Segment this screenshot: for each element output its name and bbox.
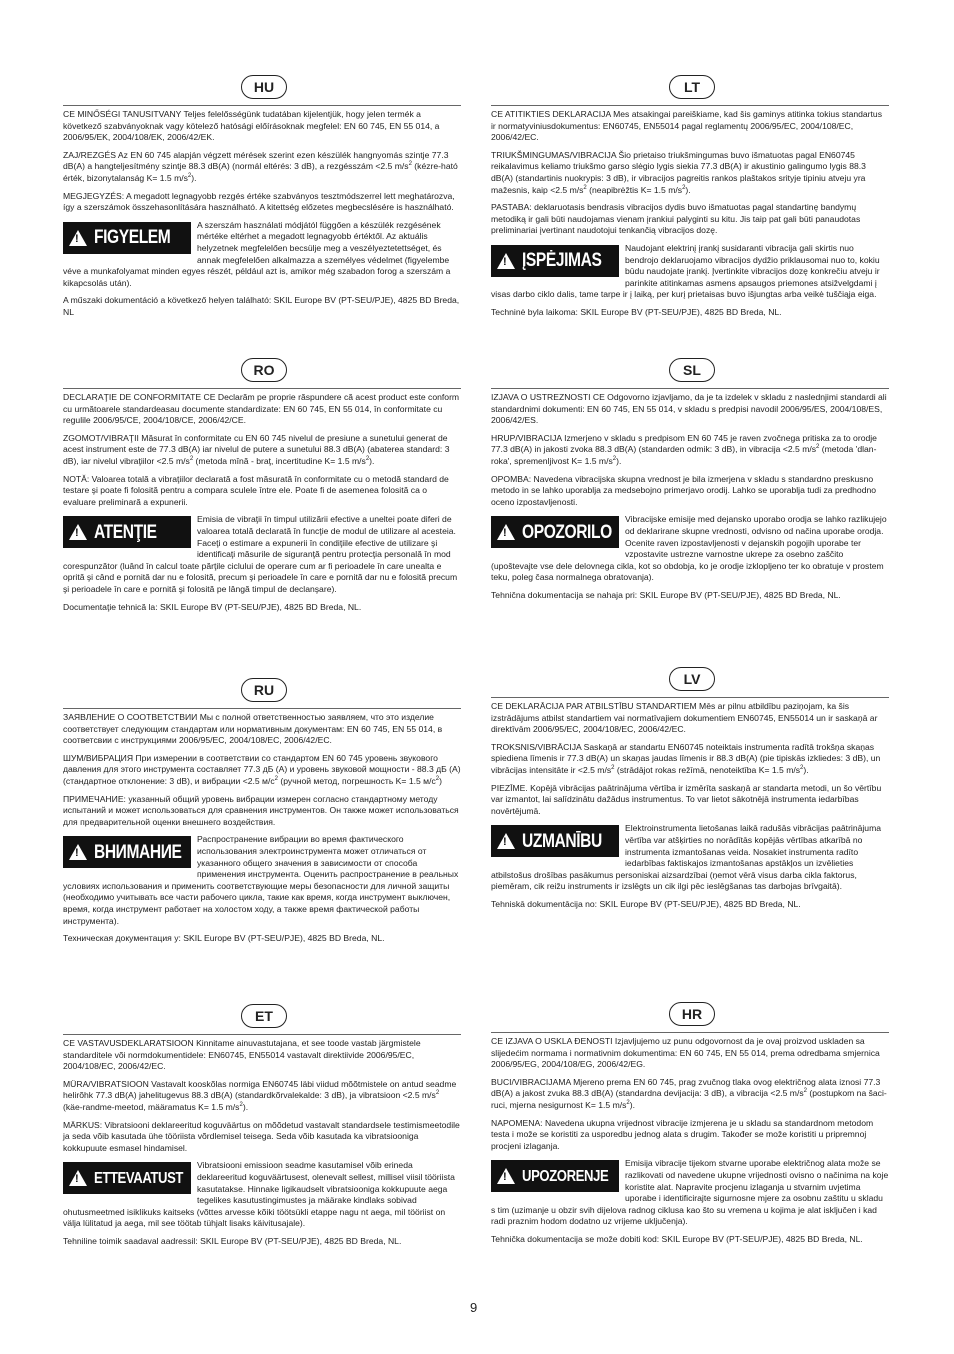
warning-text: Распространение вибрации во время фактического использования электроинструмента может отличаться от указанного общего значения в зависимости от способа применения инструмента. Оценить распространение в реальных условиях использования и применить соответствующие меры безопасности для личной защиты (необходимо учитывать все части рабочего цикла, такие как время, когда инструмент выключен, время, когда инструмент работает на холостом ходу, а также время фактической работы инструмента). <box>63 834 459 926</box>
language-badge: ET <box>241 1004 287 1028</box>
paragraph: IZJAVA O USTREZNOSTI CE Odgovorno izjavljamo, da je ta izdelek v skladu z naslednjimi standardi ali standardnimi dokumenti: EN 60 745, EN 55 014, v skladu s predpisi navodil 2006/95/ES, 2004/108/ES, 2006/42/ES. <box>491 392 887 426</box>
language-badge: RU <box>241 678 287 702</box>
language-badge: HU <box>241 75 287 99</box>
section-divider <box>63 388 461 389</box>
paragraph: ЗАЯВЛЕНИЕ О СООТВЕТСТВИИ Мы с полной ответственностью заявляем, что это изделие соответствует следующим стандартам или нормативным документам: EN 60 745, EN 55 014, в соответсвии с инструкциями 2006/95/EC, 2004/108/EC, 2006/42/EC. <box>63 712 443 746</box>
warning-label: UZMANĪBU <box>522 830 602 852</box>
paragraph: CE VASTAVUSDEKLARATSIOON Kinnitame ainuvastutajana, et see toode vastab järgmistele standarditele või normdokumentidele: EN60745, EN55014 vastavalt direktiivide 2006/95/EC, 2004/108/EC, 2006/42/EC. <box>63 1038 421 1072</box>
paragraph: CE IZJAVA O USKLA ĐENOSTI Izjavljujemo uz punu odgovornost da je ovaj proizvod uskladen sa slijedećim normama i normativnim dokumentima: EN 60 745, EN 55 014, prema odredbama smjernica 2006/95/EG, 2004/108/EG, 2006/42/EG. <box>491 1036 880 1070</box>
section-text <box>491 1036 889 1252</box>
warning-label-box <box>491 825 619 857</box>
paragraph: CE MINŐSÉGI TANUSITVANY Teljes felelősségünk tudatában kijelentjük, hogy jelen termék a következő szabványoknak vagy kötelező hatósági előírásoknak megfelel: EN 60 745, EN 55 014, a 2006/95/EK, 2004/108/EK, 2006/42/EK. <box>63 109 440 143</box>
paragraph: ZAJ/REZGÉS Az EN 60 745 alapján végzett mérések szerint ezen készülék hangnyomás szintje 77.3 dB(A) a hangteljesítmény szintje 88.3 dB(A) (normál eltérés: 3 dB), a rezgésszám <2.5 $m/s^2$ (kézre-ható érték, bizonytalanság K= 1.5 $m/s^2$). <box>63 149 458 183</box>
warning-text: Naudojant elektrinį įrankį susidaranti vibracija gali skirtis nuo bendrojo deklaruojamo vibracijos dydžio priklausomai nuo to, kokiu būdu naudojate įrankį. Įvertinkite vibracijos dozę konkrečiu atveju ir parinkite atitinkamas asmens apsaugos priemones atsižvelgdami į visas darbo ciklo dalis, tame tarpe ir į laiką, per kurį prietaisas buvo išjungtas arba veikė tuščiąja eiga. <box>491 242 880 300</box>
section-divider <box>63 1034 461 1035</box>
warning-triangle-icon: ! <box>497 833 515 849</box>
paragraph: PASTABA: deklaruotasis bendrasis vibracijos dydis buvo išmatuotas pagal standartinę bandymų metodiką ir gali būti naudojamas vienam įrankiui palyginti su kitu. Jis taip pat gali būti panaudotas preliminariai įvertinant naudotojui tenkančią vibracijos dozę. <box>491 202 861 236</box>
language-badge: LV <box>669 667 715 691</box>
section-divider <box>491 1032 889 1033</box>
paragraph: MEGJEGYZÉS: A megadott legnagyobb rezgés értéke szabványos tesztmódszerrel lett meghatározva, így a szerszámok összehasonlítására használható. A kitettség előzetes megbecslésére is használható. <box>63 190 455 213</box>
language-badge: LT <box>669 75 715 99</box>
paragraph: PIEZĪME. Kopējā vibrācijas paātrinājuma vērtība ir izmērīta saskaņā ar standarta metodi, un šo vērtību var izmantot, lai salīdzinātu dažādus instrumentus. To var lietot sākotnējā instrumenta iedarbības novērtējumā. <box>491 782 882 816</box>
warning-label-box <box>63 516 191 548</box>
section-text <box>491 392 889 608</box>
paragraph: MÜRA/VIBRATSIOON Vastavalt kooskõlas normiga EN60745 läbi viidud mõõtmistele on antud seadme helirõhk 77.3 dB(A) jahelitugevus 88.3 dB(A) (standardkõrvalekalde: 3 dB), ja vibratsioon <2.5 $m/s^2$ (käe-randme-meetod, määramatus K= 1.5 $m/s^2$). <box>63 1078 457 1112</box>
language-badge: SL <box>669 358 715 382</box>
paragraph: DECLARAŢIE DE CONFORMITATE CE Declarăm pe proprie răspundere că acest product este conform cu următoarele standardeasau documente standardizate: EN 60 745, EN 55 014, în conformitate cu regulile 2006/95/CE, 2004/108/CE, 2006/42/CE. <box>63 392 460 426</box>
warning-label-box <box>63 1162 191 1194</box>
warning-label: ВНИМАНИЕ <box>94 841 182 863</box>
technical-documentation-note: Tehnička dokumentacija se može dobiti kod: SKIL Europe BV (PT-SEU/PJE), 4825 BD Breda, NL. <box>491 1233 863 1244</box>
warning-label: ETTEVAATUST <box>94 1169 184 1187</box>
warning-label: UPOZORENJE <box>522 1167 609 1185</box>
warning-text: Elektroinstrumenta lietošanas laikā radušās vibrācijas paātrinājuma vērtība var atšķirties no norādītās kopējās vērtības atkarībā no instrumenta izmantošanas veida. Nosakiet instrumenta radīto iedarbības faktiskajos izmantošanas apstākļos un izvēlieties atbilstošus drošības pasākumus personiskai aizsardzībai (ņemot vērā visus darba cikla faktorus, piemēram, cik reižu instruments ir izslēgts un cik ilgi pēc ieslēgšanas tas darbojas brīvgaitā). <box>491 823 882 892</box>
warning-label-box <box>491 516 619 548</box>
paragraph: ШУМ/ВИБРАЦИЯ При измерении в соответствии со стандартом EN 60 745 уровень звукового давления для этого инструмента составляет 77.3 дБ (A) и уровень звуковой мощности - 88.3 дБ (A) (стандартное отклонение: 3 dB), и вибрации <2.5 $м/с^2$ (ручной метод, погрешность K= 1.5 $м/с^2$) <box>63 752 461 786</box>
section-text <box>63 392 461 619</box>
technical-documentation-note: Techninė byla laikoma: SKIL Europe BV (PT-SEU/PJE), 4825 BD Breda, NL. <box>491 306 782 317</box>
language-badge: RO <box>241 358 287 382</box>
warning-label-box <box>491 1160 619 1192</box>
paragraph: MÄRKUS: Vibratsiooni deklareeritud koguväärtus on mõõdetud vastavalt standardsele testimismeetodile ja seda võib kasutada ühe tööriista võrdlemisel teisega. Seda võib kasutada ka vibratsiooniga kokkupuute esmasel hindamisel. <box>63 1119 460 1153</box>
paragraph: HRUP/VIBRACIJA Izmerjeno v skladu s predpisom EN 60 745 je raven zvočnega pritiska za to orodje 77.3 dB(A) in jakosti zvoka 88.3 dB(A) (standarden odmik: 3 dB), in vibracija <2.5 $m/s^2$ (metoda 'dlan-roka', spremenljivost K= 1.5 $m/s^2$). <box>491 432 877 466</box>
section-text <box>63 1038 461 1254</box>
section-text <box>63 712 461 951</box>
technical-documentation-note: Tehniline toimik saadaval aadressil: SKIL Europe BV (PT-SEU/PJE), 4825 BD Breda, NL. <box>63 1235 402 1246</box>
technical-documentation-note: Техническая документация у: SKIL Europe BV (PT-SEU/PJE), 4825 BD Breda, NL. <box>63 933 385 944</box>
paragraph: OPOMBA: Navedena vibracijska skupna vrednost je bila izmerjena v skladu s standardno preskusno metodo in se lahko uporablja za medsebojno primerjavo orodij. Lahko se uporablja tudi za predhodno oceno izpostavljenosti. <box>491 473 877 507</box>
warning-text: Emisija vibracije tijekom stvarne uporabe električnog alata može se razlikovati od navedene ukupne vrijednosti ovisno o načinima na koje koristite alat. Napravite procjenu izlaganja u stvarnim uvjetima uporabe i identificirajte sigurnosne mjere za osobnu zaštitu u skladu s tim (uzimanje u obzir svih dijelova radnog ciklusa kao što su vremena u kojima je alat isključen i kad radi praznim hodom dodatno uz vrijeme uključenja). <box>491 1158 889 1227</box>
warning-text: Vibratsiooni emissioon seadme kasutamisel võib erineda deklareeritud koguväärtusest, olenevalt sellest, millisel viisil tööriista kasutatakse. Hinnake ligikaudselt vibratsiooniga kokkupuute aega tegelikes kasutustingimustes ja määrake kindlaks sobivad ohutusmeetmed isiklikuks kaitseks (võttes arvesse kõiki töötsükli etappe nagu nt aega, mil tööriist on välja lülitatud ja aega, mil see töötab tühjalt lisaks käivitusajale). <box>63 1160 455 1229</box>
section-divider <box>63 105 461 106</box>
warning-paragraph <box>63 1160 461 1230</box>
paragraph: ZGOMOT/VIBRAŢII Măsurat în conformitate cu EN 60 745 nivelul de presiune a sunetului generat de acest instrument este de 77.3 dB(A) iar nivelul de putere a sunetului 88.3 dB(A) (abaterea standard: 3 dB), iar nivelul vibraţiilor <2.5 $m/s^2$ (metoda mînă - braţ, incertitudine K= 1.5 $m/s^2$). <box>63 432 450 466</box>
paragraph: CE ATITIKTIES DEKLARACIJA Mes atsakingai pareiškiame, kad šis gaminys atitinka tokius standartus ir normatyviniusdokumentus: EN60745, EN55014 pagal reglamentų 2006/95/EC, 2004/108/EC, 2006/42/EC. <box>491 109 883 143</box>
warning-label: ATENŢIE <box>94 521 157 543</box>
technical-documentation-note: Tehnična dokumentacija se nahaja pri: SKIL Europe BV (PT-SEU/PJE), 4825 BD Breda, NL. <box>491 589 841 600</box>
warning-paragraph <box>63 834 461 927</box>
warning-label-box <box>63 222 191 254</box>
section-divider <box>491 105 889 106</box>
warning-triangle-icon: ! <box>497 524 515 540</box>
warning-triangle-icon: ! <box>69 844 87 860</box>
section-text <box>491 701 889 917</box>
warning-triangle-icon: ! <box>497 253 515 269</box>
warning-paragraph <box>63 220 461 290</box>
section-divider <box>63 708 461 709</box>
technical-documentation-note: Documentaţie tehnică la: SKIL Europe BV (PT-SEU/PJE), 4825 BD Breda, NL. <box>63 601 362 612</box>
warning-triangle-icon: ! <box>69 524 87 540</box>
paragraph: TRIUKŠMINGUMAS/VIBRACIJA Šio prietaiso triukšmingumas buvo išmatuotas pagal EN60745 reikalavimus keliamo triukšmo garso slėgio lygis siekia 77.3 dB(A) ir akustinio galingumo lygis 88.3 dB(A) (standartinis nuokrypis: 3 dB), ir vibracijos pagreitis rankos plaštakos srityje tipiniu atveju yra mažesnis, kaip <2.5 $m/s^2$ (neapibrėžtis K= 1.5 $m/s^2$). <box>491 149 866 195</box>
warning-label-box <box>491 245 619 277</box>
warning-text: A szerszám használati módjától függően a készülék rezgésének mértéke eltérhet a megadott legnagyobb értéktől. Az aktuális helyzetnek megfelelően becsülje meg a veszélyeztetettséget, és annak megfelelően alkalmazza a személyes védelmet (figyelembe véve a munkafolyamat minden egyes részét, például azt is, amikor még szabadon forog a szerszám a kikapcsolás után). <box>63 219 451 288</box>
section-divider <box>491 697 889 698</box>
warning-triangle-icon: ! <box>497 1168 515 1184</box>
warning-text: Vibracijske emisije med dejansko uporabo orodja se lahko razlikujejo od deklarirane skupne vrednosti, odvisno od načina uporabe orodja. Ocenite raven izpostavljenosti v dejanskih pogojih uporabe ter vzpostavite ustrezne varnostne ukrepe za osebno zaščito (upoštevajte vse dele delovnega cikla, kot so obdobja, ko je orodje izklopljeno ter ko obratuje v prostem teku, poleg časa normalnega obratovanja). <box>491 514 887 583</box>
language-badge: HR <box>669 1002 715 1026</box>
section-text <box>63 109 461 325</box>
warning-label: FIGYELEM <box>94 226 171 248</box>
technical-documentation-note: Tehniskā dokumentācija no: SKIL Europe BV (PT-SEU/PJE), 4825 BD Breda, NL. <box>491 898 801 909</box>
technical-documentation-note: A műszaki dokumentáció a következő helyen található: SKIL Europe BV (PT-SEU/PJE), 4825 BD Breda, NL <box>63 295 460 317</box>
paragraph: NAPOMENA: Navedena ukupna vrijednost vibracije izmjerena je u skladu sa standardnom metodom testa i može se koristiti za usporedbu jednog alata s drugim. Također se može koristiti u pripremnoj procjeni izlaganja. <box>491 1117 874 1151</box>
section-divider <box>491 388 889 389</box>
warning-paragraph <box>491 823 889 893</box>
page-number: 9 <box>470 1300 478 1315</box>
warning-text: Emisia de vibraţii în timpul utilizării efective a uneltei poate diferi de valoarea totală declarată în funcţie de modul de utilizare al acesteia. Faceţi o estimare a expunerii în condiţiile efective de utilizare şi identificaţi măsurile de siguranţă pentru protecţia personală în mod corespunzător (luând în calcul toate părţile ciclului de operare cum ar fi perioadele în care unealta e oprită şi când e pornită dar nu e folosită, precum şi perioadele în care e pornită dar nu e folosită precum şi perioadele în care e pornită şi folosită pe lângă timpul de declanşare). <box>63 514 458 594</box>
warning-paragraph <box>491 1158 889 1228</box>
paragraph: BUCI/VIBRACIJAMA Mjereno prema EN 60 745, prag zvučnog tlaka ovog električnog alata iznosi 77.3 dB(A) a jakost zvuka 88.3 dB(A) (standardna devijacija: 3 dB), a vibracija <2.5 $m/s^2$ (postupkom na šaci-ruci, mjerna nesigurnost K= 1.5 $m/s^2$). <box>491 1076 887 1110</box>
warning-paragraph <box>63 514 461 595</box>
paragraph: ПРИМЕЧАНИЕ: указанный общий уровень вибрации измерен согласно стандартному методу испытаний и может использоваться для сравнения инструментов. Он также может использоваться для предварительной оценки внешнего воздействия. <box>63 793 459 827</box>
paragraph: CE DEKLARĀCIJA PAR ATBILSTĪBU STANDARTIEM Mēs ar pilnu atbildību paziņojam, ka šis izstrādājums atbilst standartiem vai normatīvajiem dokumentiem EN60745, EN55014 un ir saskaņā ar direktīvām 2006/95/EC, 2004/108/EC, 2006/42/EC. <box>491 701 878 735</box>
warning-triangle-icon: ! <box>69 230 87 246</box>
warning-label: OPOZORILO <box>522 521 612 543</box>
warning-label-box <box>63 836 191 868</box>
warning-paragraph <box>491 514 889 584</box>
warning-label: ĮSPĖJIMAS <box>522 250 602 272</box>
warning-paragraph <box>491 243 889 301</box>
paragraph: NOTĂ: Valoarea totală a vibraţiilor declarată a fost măsurată în conformitate cu o metodă standard de testare şi poate fi folosită pentru a compara sculele între ele. Poate fi de asemenea folosită ca o evaluare preliminară a expunerii. <box>63 473 449 507</box>
warning-triangle-icon: ! <box>69 1170 87 1186</box>
section-text <box>491 109 889 325</box>
paragraph: TROKSNIS/VIBRĀCIJA Saskaņā ar standartu EN60745 noteiktais instrumenta radītā trokšņa skaņas spiediena līmenis ir 77.3 dB(A) un skaņas jaudas līmenis ir 88.3 dB(A) (pie tipiskās izkliedes: 3 dB), un vibrācijas intensitāte ir <2.5 $m/s^2$ (strādājot rokas režīmā, nenoteiktība K= 1.5 $m/s^2$). <box>491 741 881 775</box>
